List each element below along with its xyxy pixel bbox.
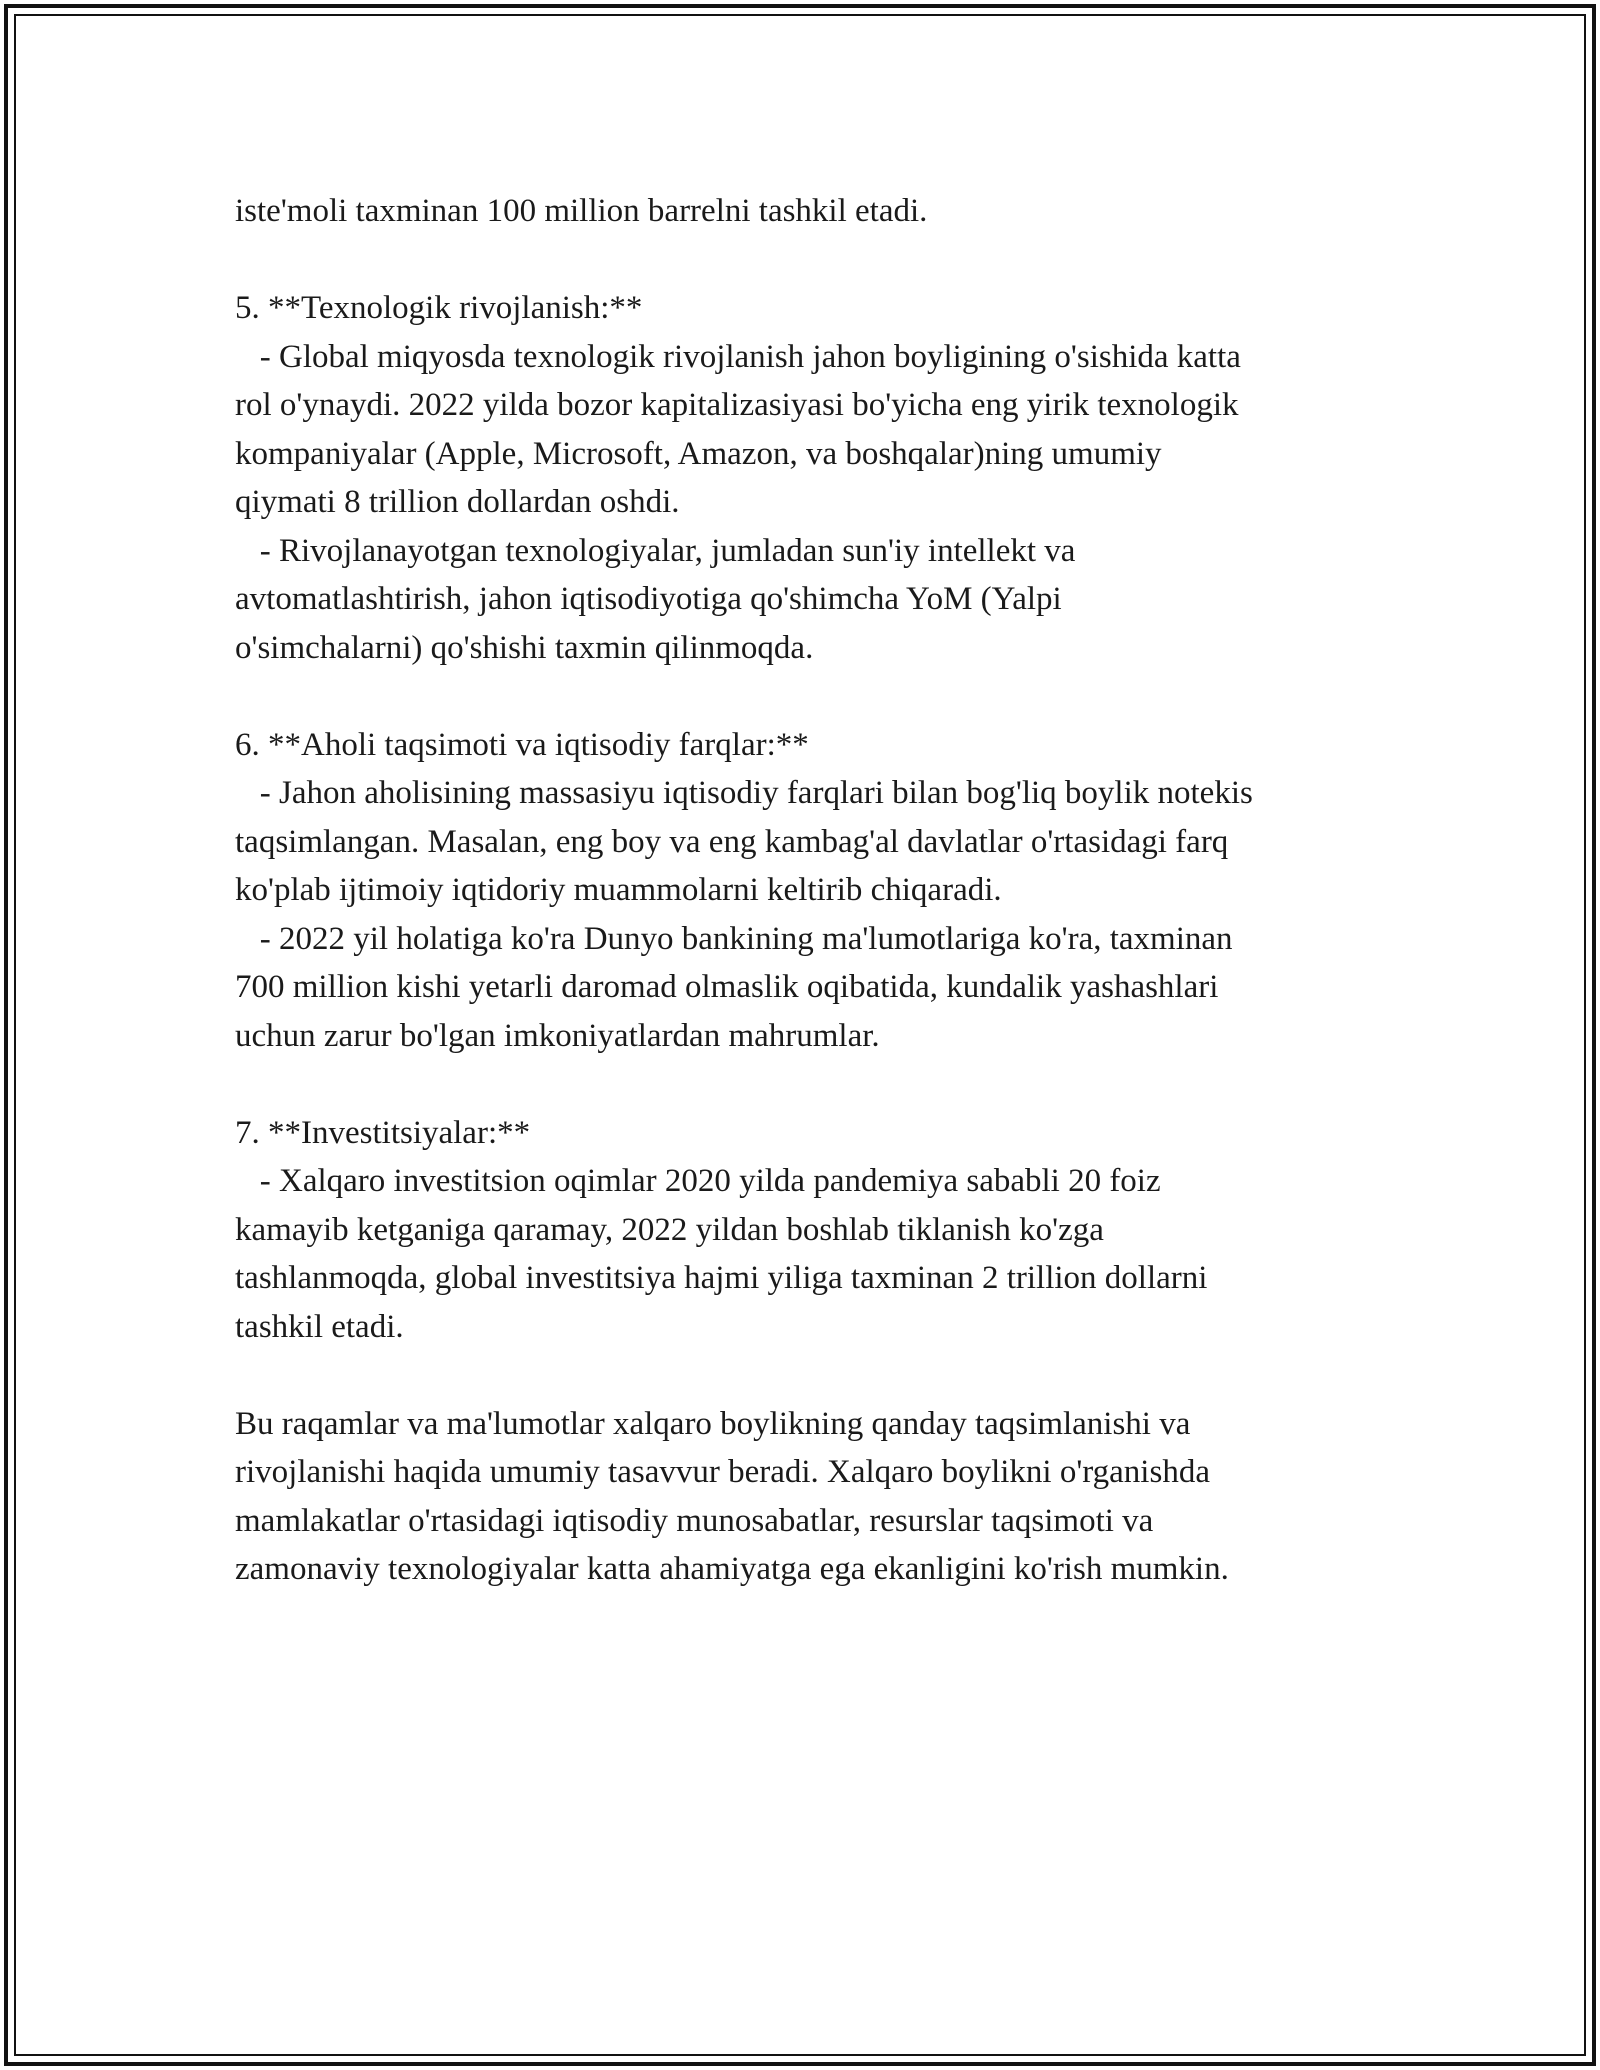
- section-population: [235, 721, 1385, 1061]
- section-technology: [235, 284, 1385, 672]
- text-line: - 2022 yil holatiga ko'ra Dunyo bankining ma'lumotlariga ko'ra, taxminan: [235, 920, 1233, 957]
- section-heading: 5. **Texnologik rivojlanish:**: [235, 290, 643, 326]
- text-line: Bu raqamlar va ma'lumotlar xalqaro boylikning qanday taqsimlanishi va: [235, 1405, 1191, 1442]
- conclusion-paragraph: [235, 1400, 1385, 1594]
- text-line: kompaniyalar (Apple, Microsoft, Amazon, va boshqalar)ning umumiy: [235, 435, 1162, 472]
- paragraph-spacer: [235, 672, 1385, 721]
- paragraph-spacer: [235, 236, 1385, 285]
- text-line: qiymati 8 trillion dollardan oshdi.: [235, 484, 680, 520]
- intro-tail-line: iste'moli taxminan 100 million barrelni tashkil etadi.: [235, 193, 928, 229]
- text-line: - Global miqyosda texnologik rivojlanish jahon boyligining o'sishida katta: [235, 338, 1241, 375]
- text-line: mamlakatlar o'rtasidagi iqtisodiy munosabatlar, resurslar taqsimoti va: [235, 1502, 1154, 1539]
- text-line: uchun zarur bo'lgan imkoniyatlardan mahrumlar.: [235, 1017, 880, 1054]
- text-line: zamonaviy texnologiyalar katta ahamiyatga ega ekanligini ko'rish mumkin.: [235, 1551, 1229, 1587]
- text-line: o'simchalarni) qo'shishi taxmin qilinmoqda.: [235, 629, 814, 666]
- text-line: taqsimlangan. Masalan, eng boy va eng kambag'al davlatlar o'rtasidagi farq: [235, 823, 1229, 860]
- text-line: avtomatlashtirish, jahon iqtisodiyotiga qo'shimcha YoM (Yalpi: [235, 581, 1062, 617]
- text-line: kamayib ketganiga qaramay, 2022 yildan boshlab tiklanish ko'zga: [235, 1211, 1104, 1248]
- document-body: [235, 187, 1385, 1594]
- text-line: rol o'ynaydi. 2022 yilda bozor kapitalizasiyasi bo'yicha eng yirik texnologik: [235, 387, 1239, 423]
- text-line: ko'plab ijtimoiy iqtidoriy muammolarni keltirib chiqaradi.: [235, 872, 1002, 908]
- text-line: tashkil etadi.: [235, 1308, 404, 1345]
- text-line: - Jahon aholisining massasiyu iqtisodiy farqlari bilan bog'liq boylik notekis: [235, 775, 1253, 811]
- section-heading: 7. **Investitsiyalar:**: [235, 1114, 531, 1151]
- paragraph-spacer: [235, 1351, 1385, 1400]
- text-line: - Rivojlanayotgan texnologiyalar, jumladan sun'iy intellekt va: [235, 532, 1076, 569]
- section-heading: 6. **Aholi taqsimoti va iqtisodiy farqlar:**: [235, 726, 809, 763]
- section-investments: [235, 1109, 1385, 1352]
- text-line: tashlanmoqda, global investitsiya hajmi yiliga taxminan 2 trillion dollarni: [235, 1260, 1208, 1296]
- paragraph-spacer: [235, 1060, 1385, 1109]
- text-line: - Xalqaro investitsion oqimlar 2020 yilda pandemiya sababli 20 foiz: [235, 1163, 1161, 1199]
- text-line: 700 million kishi yetarli daromad olmaslik oqibatida, kundalik yashashlari: [235, 969, 1219, 1005]
- text-line: rivojlanishi haqida umumiy tasavvur beradi. Xalqaro boylikni o'rganishda: [235, 1454, 1210, 1490]
